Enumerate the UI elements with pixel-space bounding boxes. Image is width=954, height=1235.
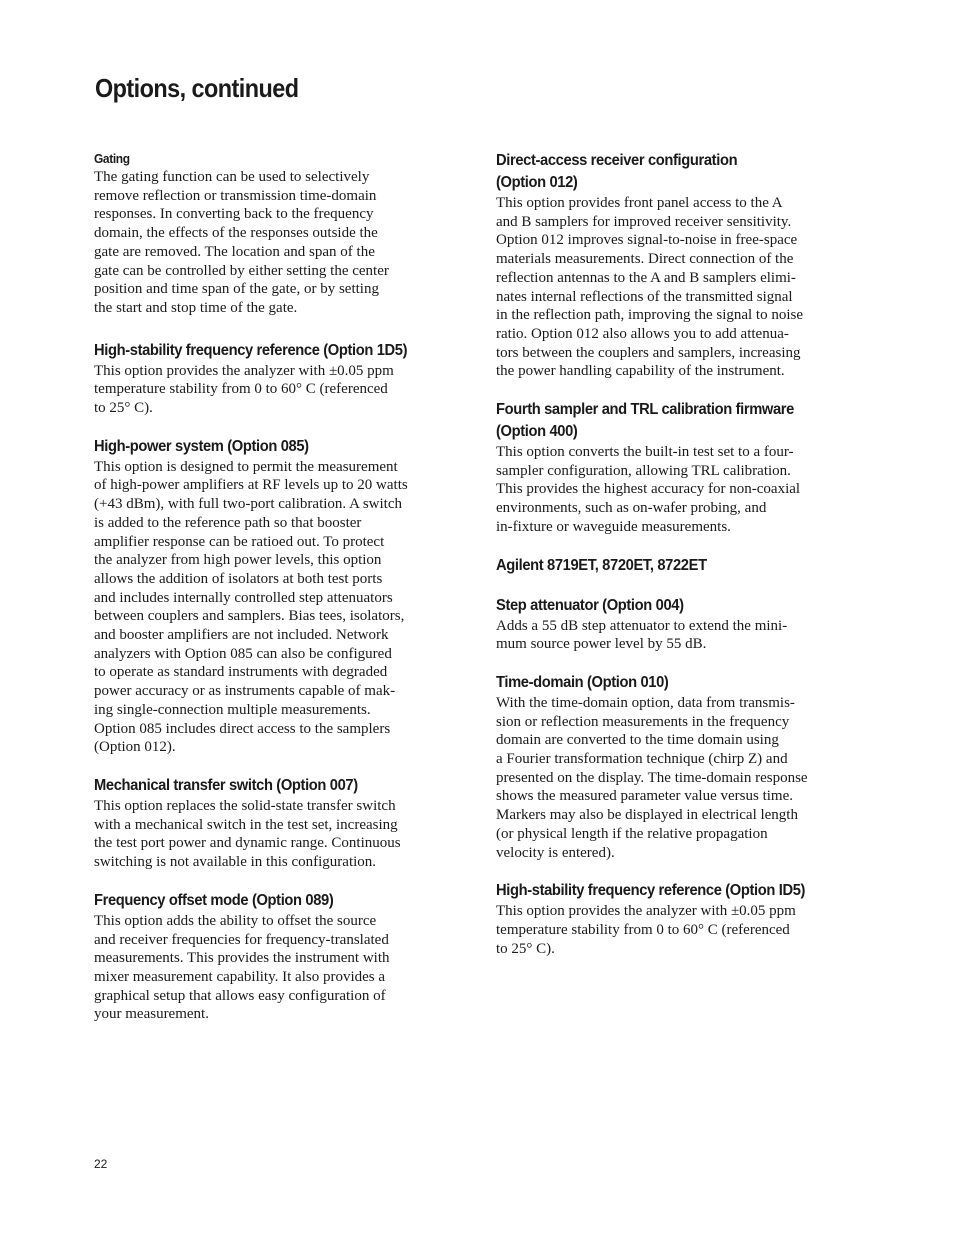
section-high-stability-reference: [94, 340, 464, 418]
section-body: This option converts the built-in test set to a four- sampler configuration, allowing TRL calibration. This provides the highest accuracy for non-coaxial environments, such as on-wafer probing, and in-fixture or waveguide measurements.: [496, 444, 801, 535]
section-body: This option replaces the solid-state transfer switch with a mechanical switch in the test set, increasing the test port power and dynamic range. Continuous switching is not available in this configuration.: [94, 797, 401, 871]
section-heading: High-stability frequency reference (Option 1D5): [94, 341, 408, 359]
section-frequency-offset-mode: [94, 890, 464, 1024]
section-mechanical-transfer-switch: [94, 775, 464, 872]
section-body: The gating function can be used to selectively remove reflection or transmission time-domain responses. In converting back to the frequency domain, the effects of the responses outside the gate are removed. The location and span of the gate can be controlled by either setting the center position and time span of the gate, or by setting the start and stop time of the gate.: [94, 169, 389, 316]
model-heading: Agilent 8719ET, 8720ET, 8722ET: [496, 556, 707, 574]
section-body: This option provides the analyzer with ±0.05 ppm temperature stability from 0 to 60° C (referenced to 25° C).: [496, 903, 796, 957]
right-column: [496, 150, 866, 976]
section-heading: Mechanical transfer switch (Option 007): [94, 776, 358, 794]
section-direct-access-receiver: [496, 150, 866, 381]
section-body: This option is designed to permit the measurement of high-power amplifiers at RF levels up to 20 watts (+43 dBm), with full two-port calibration. A switch is added to the reference path so that booster amplifier response can be ratioed out. To protect the analyzer from high power levels, this option allows the addition of isolators at both test ports and includes internally controlled step attenuators between couplers and samplers. Bias tees, isolators, and booster amplifiers are not included. Network analyzers with Option 085 can also be configured to operate as standard instruments with degraded power accuracy or as instruments capable of mak- ing single-connection multiple measurements. Option 085 includes direct access to the samplers (Option 012).: [94, 458, 408, 756]
section-heading: Step attenuator (Option 004): [496, 596, 684, 614]
section-gating: [94, 150, 464, 318]
section-fourth-sampler-trl: [496, 399, 866, 537]
section-model-heading: [496, 555, 866, 577]
section-high-power-system: [94, 436, 464, 757]
section-body: This option provides the analyzer with ±0.05 ppm temperature stability from 0 to 60° C (referenced to 25° C).: [94, 362, 394, 417]
section-heading: High-power system (Option 085): [94, 437, 309, 455]
section-heading: Gating: [94, 151, 130, 166]
section-step-attenuator: [496, 595, 866, 654]
section-heading: Fourth sampler and TRL calibration firmware (Option 400): [496, 401, 794, 441]
section-body: This option adds the ability to offset the source and receiver frequencies for frequency-translated measurements. This provides the instrument with mixer measurement capability. It also provides a graphical setup that allows easy configuration of your measurement.: [94, 912, 390, 1023]
section-body: With the time-domain option, data from transmis- sion or reflection measurements in the frequency domain are converted to the time domain using a Fourier transformation technique (chirp Z) and presented on the display. The time-domain response shows the measured parameter value versus time. Markers may also be displayed in electrical length (or physical length if the relative propagation velocity is entered).: [496, 694, 808, 861]
page-number: 22: [94, 1157, 108, 1171]
section-heading: Time-domain (Option 010): [496, 673, 669, 691]
section-heading: Frequency offset mode (Option 089): [94, 891, 334, 909]
section-body: Adds a 55 dB step attenuator to extend the mini- mum source power level by 55 dB.: [496, 617, 788, 653]
section-time-domain: [496, 672, 866, 862]
section-heading: High-stability frequency reference (Option ID5): [496, 882, 806, 900]
section-heading: Direct-access receiver configuration (Option 012): [496, 152, 738, 191]
page-title: Options, continued: [95, 73, 299, 103]
section-body: This option provides front panel access to the A and B samplers for improved receiver sensitivity. Option 012 improves signal-to-noise in free-space materials measurements. Direct connection of the reflection antennas to the A and B samplers elimi- nates internal reflections of the transmitted signal in the reflection path, improving the signal to noise ratio. Option 012 also allows you to add attenua- tors between the couplers and samplers, increasing the power handling capability of the instrument.: [496, 195, 804, 380]
left-column: [94, 150, 464, 1042]
section-high-stability-reference-id5: [496, 880, 866, 958]
